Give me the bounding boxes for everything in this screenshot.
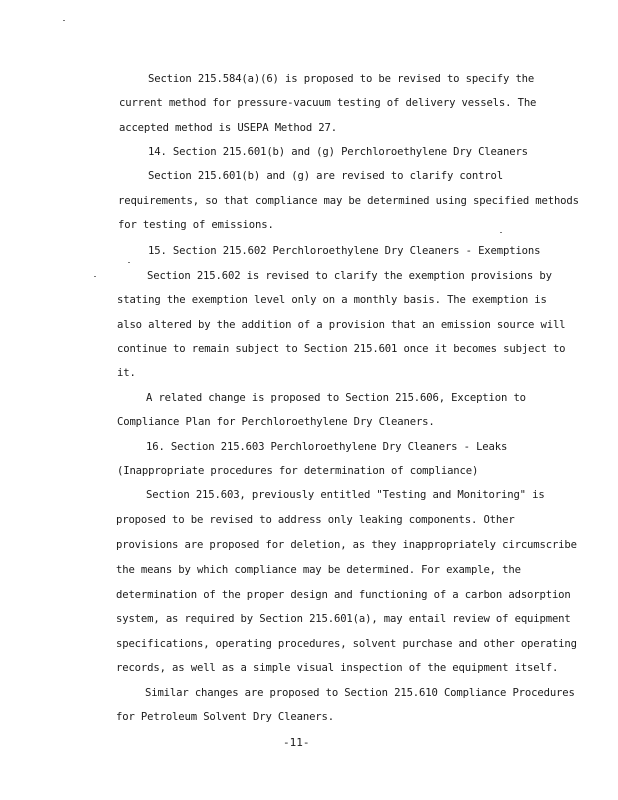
text-line: it. bbox=[117, 367, 136, 379]
section-heading: (Inappropriate procedures for determination of compliance) bbox=[117, 465, 479, 477]
section-heading: 16. Section 215.603 Perchloroethylene Dry Cleaners - Leaks bbox=[146, 441, 508, 453]
scan-speck bbox=[94, 276, 96, 277]
text-line: records, as well as a simple visual inspection of the equipment itself. bbox=[116, 662, 559, 674]
text-line: accepted method is USEPA Method 27. bbox=[119, 122, 337, 134]
text-line: Compliance Plan for Perchloroethylene Dry Cleaners. bbox=[117, 416, 435, 428]
text-line: Section 215.584(a)(6) is proposed to be revised to specify the bbox=[148, 73, 535, 85]
text-line: determination of the proper design and functioning of a carbon adsorption bbox=[116, 589, 571, 601]
text-line: for testing of emissions. bbox=[118, 219, 274, 231]
text-line: current method for pressure-vacuum testing of delivery vessels. The bbox=[119, 97, 537, 109]
text-line: the means by which compliance may be determined. For example, the bbox=[116, 564, 521, 576]
text-line: Section 215.601(b) and (g) are revised to clarify control bbox=[148, 170, 503, 182]
text-line: system, as required by Section 215.601(a), may entail review of equipment bbox=[116, 613, 571, 625]
text-line: provisions are proposed for deletion, as they inappropriately circumscribe bbox=[116, 539, 577, 551]
text-line: specifications, operating procedures, solvent purchase and other operating bbox=[116, 638, 577, 650]
scan-speck bbox=[63, 20, 65, 21]
text-line: stating the exemption level only on a monthly basis. The exemption is bbox=[117, 294, 547, 306]
scan-speck bbox=[128, 262, 130, 263]
text-line: continue to remain subject to Section 215.601 once it becomes subject to bbox=[117, 343, 566, 355]
section-heading: 15. Section 215.602 Perchloroethylene Dry Cleaners - Exemptions bbox=[148, 245, 541, 257]
text-line: for Petroleum Solvent Dry Cleaners. bbox=[116, 711, 334, 723]
text-line: A related change is proposed to Section 215.606, Exception to bbox=[146, 392, 526, 404]
scan-speck bbox=[500, 232, 502, 233]
text-line: Similar changes are proposed to Section 215.610 Compliance Procedures bbox=[145, 687, 575, 699]
page-number: -11- bbox=[283, 736, 310, 749]
text-line: Section 215.603, previously entitled "Testing and Monitoring" is bbox=[146, 489, 545, 501]
text-line: Section 215.602 is revised to clarify the exemption provisions by bbox=[147, 270, 552, 282]
section-heading: 14. Section 215.601(b) and (g) Perchloroethylene Dry Cleaners bbox=[148, 146, 528, 158]
text-line: requirements, so that compliance may be determined using specified methods bbox=[118, 195, 579, 207]
text-line: also altered by the addition of a provision that an emission source will bbox=[117, 319, 566, 331]
text-line: proposed to be revised to address only leaking components. Other bbox=[116, 514, 515, 526]
